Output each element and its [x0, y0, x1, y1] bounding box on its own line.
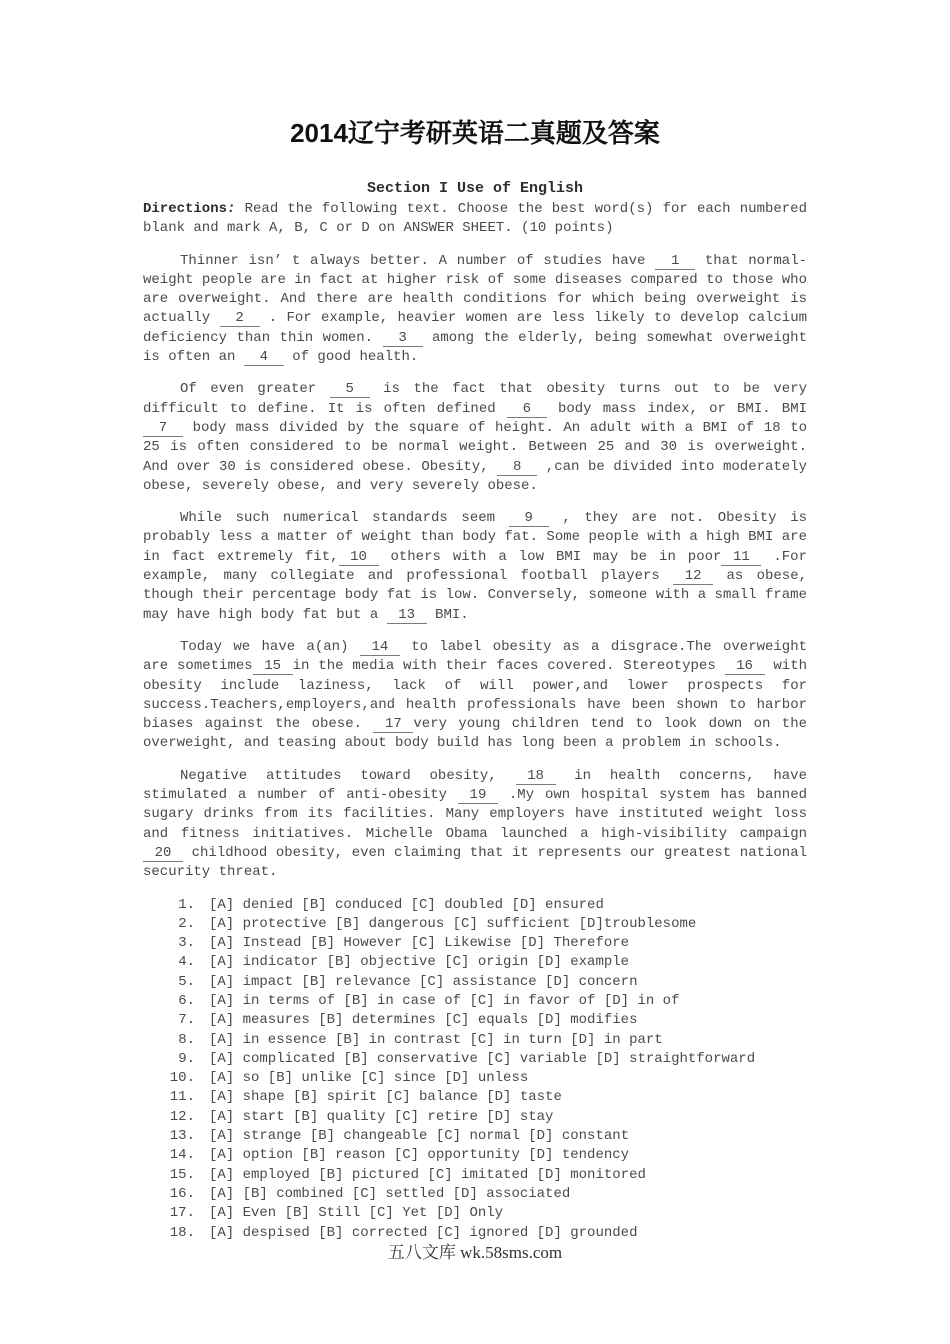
section-heading: Section I Use of English: [366, 180, 584, 197]
option-choices: [A] Instead [B] However [C] Likewise [D] Therefore: [209, 935, 630, 952]
option-number: 3.: [178, 935, 195, 952]
passage-paragraph-1: Thinner isn’ t always better. A number of studies have 1 that normal-weight people are in fact at higher risk of some diseases compared to those who are overweight. And there are health conditions for which being overweight is actually 2 . For example, heavier women are less likely to develop calcium deficiency than thin women. 3 among the elderly, being somewhat overweight is often an 4 of good health.: [143, 252, 808, 366]
option-choices: [A] protective [B] dangerous [C] sufficient [D]troublesome: [209, 915, 697, 932]
option-row-9: [143, 1050, 807, 1069]
option-row-7: [143, 1011, 807, 1030]
option-choices: [A] denied [B] conduced [C] doubled [D] ensured: [209, 896, 604, 913]
option-number: 13.: [169, 1128, 195, 1145]
passage-paragraph-2: Of even greater 5 is the fact that obesity turns out to be very difficult to define. It is often defined 6 body mass index, or BMI. BMI 7 body mass divided by the square of height. An adult with a BMI of 18 to 25 is often considered to be normal weight. Between 25 and 30 is overweight. And over 30 is considered obese. Obesity, 8 ,can be divided into moderately obese, severely obese, and very severely obese.: [143, 381, 808, 494]
cloze-blank-6: 6: [507, 402, 547, 418]
option-number: 11.: [169, 1089, 195, 1106]
cloze-blank-17: 17: [373, 717, 413, 733]
cloze-blank-12: 12: [673, 569, 713, 585]
option-row-5: [143, 973, 807, 992]
option-row-15: [143, 1166, 807, 1185]
option-row-2: [143, 915, 807, 934]
cloze-blank-18: 18: [516, 769, 556, 785]
cloze-blank-14: 14: [360, 640, 400, 656]
option-row-12: [143, 1108, 807, 1127]
cloze-blank-11: 11: [721, 550, 761, 566]
option-number: 12.: [169, 1108, 195, 1125]
option-number: 14.: [169, 1147, 195, 1164]
option-choices: [A] strange [B] changeable [C] normal [D] constant: [209, 1128, 630, 1145]
passage-paragraph-5: Negative attitudes toward obesity, 18 in health concerns, have stimulated a number of anti-obesity 19 .My own hospital system has banned sugary drinks from its facilities. Many employers have instituted weight loss and fitness initiatives. Michelle Obama launched a high-visibility campaign 20 childhood obesity, even claiming that it represents our greatest national security threat.: [143, 767, 807, 881]
option-number: 18.: [169, 1224, 195, 1241]
option-row-16: [143, 1185, 807, 1204]
cloze-blank-20: 20: [143, 846, 183, 862]
directions-text: Read the following text. Choose the best word(s) for each numbered blank and mark A, B, C or D on ANSWER SHEET. (10 points): [143, 201, 807, 237]
option-number: 7.: [178, 1012, 195, 1029]
option-choices: [A] in essence [B] in contrast [C] in turn [D] in part: [209, 1031, 663, 1048]
cloze-blank-8: 8: [497, 460, 537, 476]
directions-label: Directions: [143, 201, 228, 217]
option-choices: [A] option [B] reason [C] opportunity [D] tendency: [209, 1147, 630, 1164]
cloze-blank-16: 16: [725, 659, 765, 675]
cloze-blank-5: 5: [330, 382, 370, 398]
option-choices: [A] shape [B] spirit [C] balance [D] taste: [209, 1089, 562, 1106]
option-number: 9.: [178, 1050, 195, 1067]
option-row-11: [143, 1088, 807, 1107]
option-choices: [A] measures [B] determines [C] equals [D] modifies: [209, 1012, 638, 1029]
option-number: 1.: [178, 896, 195, 913]
option-row-3: [143, 934, 807, 953]
option-choices: [A] so [B] unlike [C] since [D] unless: [209, 1070, 529, 1087]
options-list: [143, 896, 807, 1243]
option-row-14: [143, 1146, 807, 1165]
option-row-6: [143, 992, 807, 1011]
cloze-blank-3: 3: [383, 331, 423, 347]
option-row-1: [143, 896, 807, 915]
passage: [143, 252, 807, 883]
option-choices: [A] [B] combined [C] settled [D] associated: [209, 1185, 571, 1202]
option-number: 10.: [169, 1070, 195, 1087]
option-row-4: [143, 953, 807, 972]
passage-paragraph-4: Today we have a(an) 14 to label obesity as a disgrace.The overweight are sometimes 15 in the media with their faces covered. Stereotypes 16 with obesity include laziness, lack of will power,and lower prospects for success.Teachers,employers,and health professionals have been shown to harbor biases against the obese. 17 very young children tend to look down on the overweight, and teasing about body build has long been a problem in schools.: [143, 638, 808, 752]
option-number: 2.: [178, 915, 195, 932]
option-row-13: [143, 1127, 807, 1146]
option-choices: [A] complicated [B] conservative [C] variable [D] straightforward: [209, 1050, 756, 1067]
option-choices: [A] indicator [B] objective [C] origin [D] example: [209, 954, 630, 971]
cloze-blank-2: 2: [220, 311, 260, 327]
option-row-8: [143, 1031, 807, 1050]
page-title: 2014辽宁考研英语二真题及答案: [290, 118, 660, 148]
cloze-blank-19: 19: [458, 788, 498, 804]
cloze-blank-1: 1: [655, 254, 695, 270]
option-choices: [A] start [B] quality [C] retire [D] stay: [209, 1108, 554, 1125]
cloze-blank-9: 9: [509, 511, 549, 527]
cloze-blank-13: 13: [387, 608, 427, 624]
footer-watermark: 五八文库 wk.58sms.com: [387, 1243, 563, 1262]
option-choices: [A] despised [B] corrected [C] ignored [D] grounded: [209, 1224, 638, 1241]
cloze-blank-4: 4: [244, 350, 284, 366]
directions-paragraph: [143, 200, 807, 239]
option-choices: [A] Even [B] Still [C] Yet [D] Only: [209, 1205, 504, 1222]
option-choices: [A] employed [B] pictured [C] imitated [D] monitored: [209, 1166, 646, 1183]
option-number: 8.: [178, 1031, 195, 1048]
option-number: 6.: [178, 992, 195, 1009]
cloze-blank-15: 15: [253, 659, 293, 675]
option-row-17: [143, 1204, 807, 1223]
document-content: [143, 0, 807, 1243]
cloze-blank-10: 10: [339, 550, 379, 566]
option-number: 4.: [178, 954, 195, 971]
cloze-blank-7: 7: [143, 421, 183, 437]
passage-paragraph-3: While such numerical standards seem 9 , they are not. Obesity is probably less a matter of weight than body fat. Some people with a high BMI are in fact extremely fit, 10 others with a low BMI may be in poor 11 .For example, many collegiate and professional football players 12 as obese, though their percentage body fat is low. Conversely, someone with a small frame may have high body fat but a 13 BMI.: [143, 510, 807, 623]
option-number: 5.: [178, 973, 195, 990]
option-row-10: [143, 1069, 807, 1088]
option-choices: [A] impact [B] relevance [C] assistance [D] concern: [209, 973, 638, 990]
directions-colon: :: [227, 201, 236, 217]
option-choices: [A] in terms of [B] in case of [C] in favor of [D] in of: [209, 992, 680, 1009]
option-number: 15.: [169, 1166, 195, 1183]
option-number: 17.: [169, 1205, 195, 1222]
option-number: 16.: [169, 1185, 195, 1202]
